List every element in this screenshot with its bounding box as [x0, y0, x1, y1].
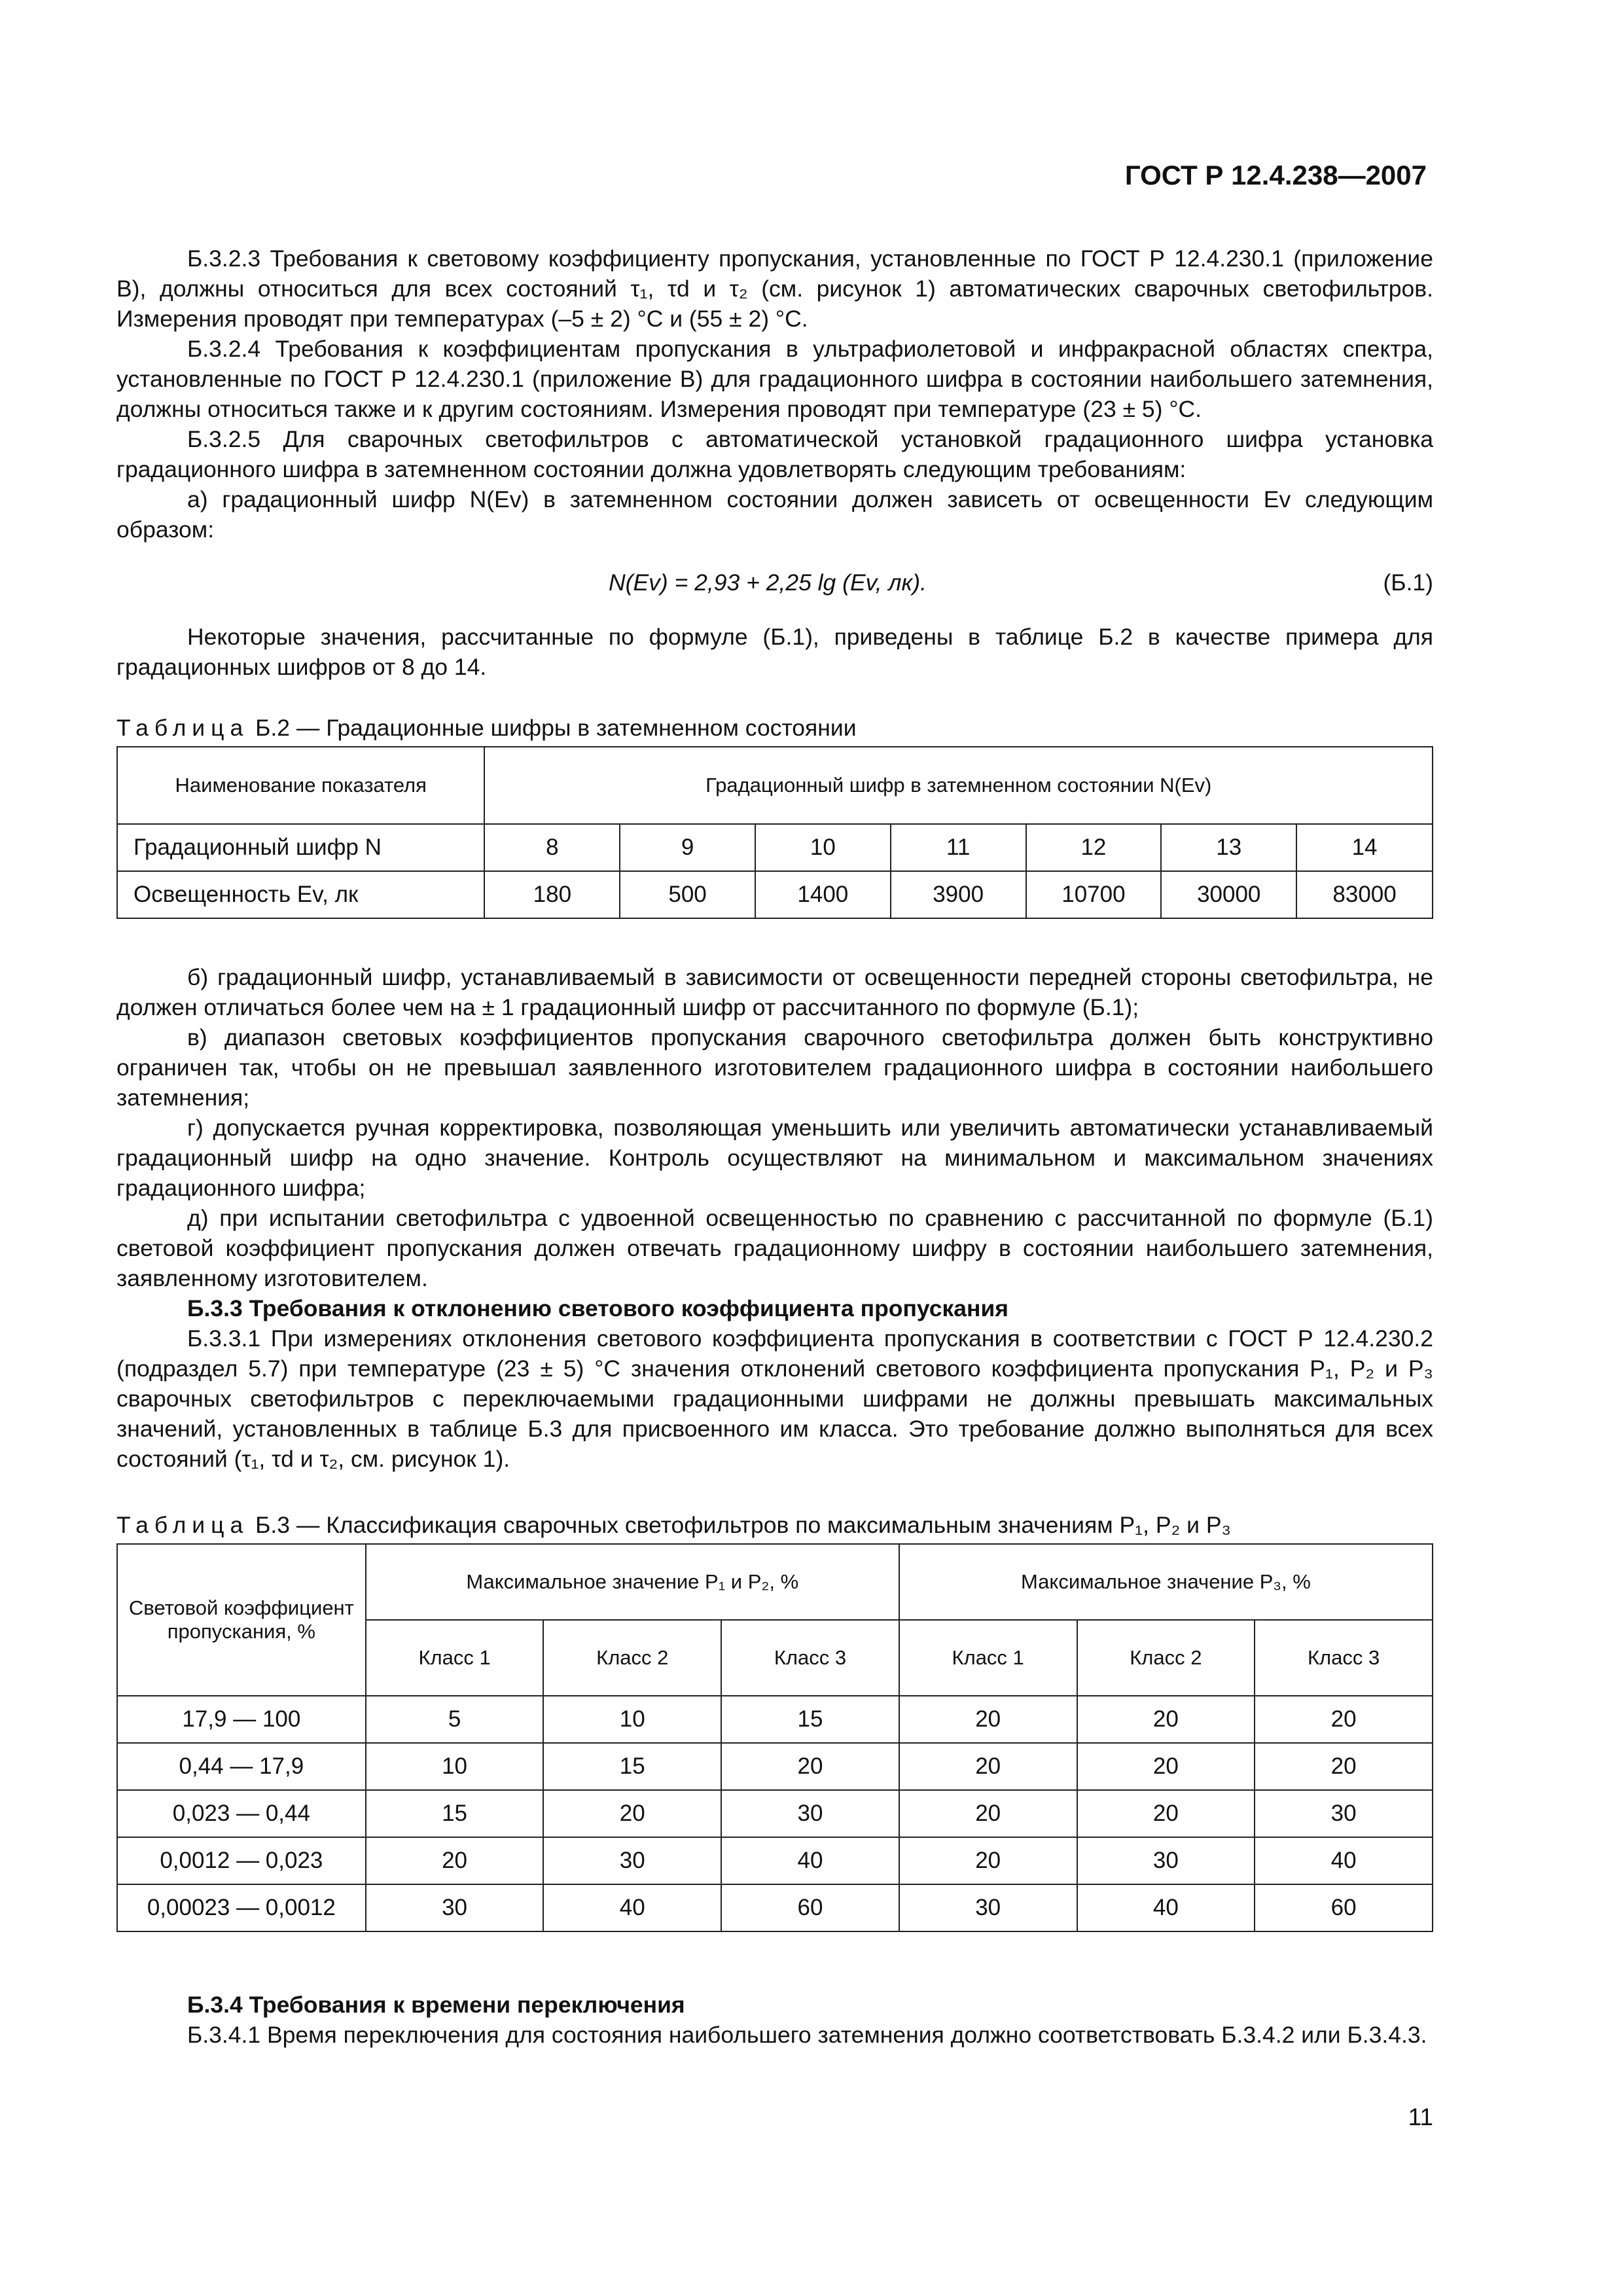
- paragraph-b3-2-5: Б.3.2.5 Для сварочных светофильтров с автоматической установкой градационного шифра установка градационного шифра в затемненном состоянии должна удовлетворять следующим требованиям:: [116, 426, 1433, 482]
- formula: N(Ev) = 2,93 + 2,25 lg (Ev, лк).: [609, 569, 927, 596]
- table-cell: 20: [721, 1743, 899, 1790]
- paragraph-b3-2-4: Б.3.2.4 Требования к коэффициентам пропускания в ультрафиолетовой и инфракрасной областях спектра, установленные по ГОСТ Р 12.4.230.1 (приложение В) для градационного шифра в состоянии наибольшего затемнения, должны относиться также и к другим состояниям. Измерения проводят при температуре (23 ± 5) °С.: [116, 336, 1433, 422]
- table-cell: 60: [721, 1884, 899, 1931]
- table-cell: 20: [543, 1790, 721, 1837]
- body-text-bottom: [116, 1990, 1433, 2050]
- table3-group2-header: Максимальное значение P₃, %: [899, 1544, 1433, 1620]
- table-cell: 30: [721, 1790, 899, 1837]
- table3-class-header: Класс 3: [721, 1620, 899, 1696]
- table3-caption-text: Б.3 — Классификация сварочных светофильтров по максимальным значениям P₁, P₂ и P₃: [255, 1512, 1232, 1538]
- table3-class-header: Класс 1: [366, 1620, 544, 1696]
- table3-range: 0,023 — 0,44: [117, 1790, 366, 1837]
- table-cell: 5: [366, 1696, 544, 1743]
- table-cell: 20: [1077, 1743, 1255, 1790]
- body-text-top: [116, 243, 1433, 545]
- table3-class-header: Класс 3: [1255, 1620, 1433, 1696]
- table-cell: 60: [1255, 1884, 1433, 1931]
- table-cell: 30: [366, 1884, 544, 1931]
- table3-group1-header: Максимальное значение P₁ и P₂, %: [366, 1544, 899, 1620]
- table-b3: [116, 1543, 1433, 1932]
- table-cell: 20: [366, 1837, 544, 1884]
- table-cell: 40: [1077, 1884, 1255, 1931]
- table2-span-header: Градационный шифр в затемненном состоянии N(Ev): [484, 747, 1433, 824]
- table-cell: 15: [721, 1696, 899, 1743]
- page-number: 11: [1408, 2104, 1433, 2130]
- table-cell: 3900: [891, 871, 1026, 918]
- table-cell: 1400: [755, 871, 891, 918]
- table-cell: 30000: [1161, 871, 1296, 918]
- table3-caption-label: Таблица: [116, 1512, 249, 1538]
- table-cell: 30: [543, 1837, 721, 1884]
- table3-class-header: Класс 2: [543, 1620, 721, 1696]
- table-cell: 180: [484, 871, 620, 918]
- table2-caption-label: Таблица: [116, 715, 249, 741]
- table-cell: 10700: [1026, 871, 1162, 918]
- table-row: [117, 1743, 1433, 1790]
- table-cell: 40: [721, 1837, 899, 1884]
- table-cell: 14: [1296, 824, 1433, 871]
- table-cell: 83000: [1296, 871, 1433, 918]
- paragraph-item-a: а) градационный шифр N(Ev) в затемненном состоянии должен зависеть от освещенности Ev следующим образом:: [116, 486, 1433, 543]
- table-cell: 20: [899, 1790, 1077, 1837]
- table-cell: 10: [366, 1743, 544, 1790]
- table-cell: 9: [620, 824, 755, 871]
- table-cell: 30: [1255, 1790, 1433, 1837]
- table3-range: 17,9 — 100: [117, 1696, 366, 1743]
- paragraph-b3-2-3: Б.3.2.3 Требования к световому коэффициенту пропускания, установленные по ГОСТ Р 12.4.230.1 (приложение В), должны относиться для всех состояний τ₁, τd и τ₂ (см. рисунок 1) автоматических сварочных светофильтров. Измерения проводят при температурах (–5 ± 2) °С и (55 ± 2) °С.: [116, 245, 1433, 332]
- paragraph-item-d: д) при испытании светофильтра с удвоенной освещенностью по сравнению с рассчитанной по формуле (Б.1) световой коэффициент пропускания должен отвечать градационному шифру в состоянии наибольшего затемнения, заявленному изготовителем.: [116, 1205, 1433, 1291]
- table-row: [117, 1790, 1433, 1837]
- table3-class-header: Класс 1: [899, 1620, 1077, 1696]
- table-b2: [116, 746, 1433, 919]
- table3-caption: [116, 1512, 1433, 1539]
- table3-range: 0,44 — 17,9: [117, 1743, 366, 1790]
- paragraph-item-b: б) градационный шифр, устанавливаемый в зависимости от освещенности передней стороны светофильтра, не должен отличаться более чем на ± 1 градационный шифр от рассчитанного по формуле (Б.1);: [116, 964, 1433, 1020]
- table-cell: 500: [620, 871, 755, 918]
- table2-caption-text: Б.2 — Градационные шифры в затемненном состоянии: [255, 715, 857, 741]
- section-heading-b3-3: Б.3.3 Требования к отклонению светового коэффициента пропускания: [187, 1295, 1008, 1321]
- table-cell: 15: [543, 1743, 721, 1790]
- body-text-middle: [116, 962, 1433, 1474]
- section-heading-b3-4: Б.3.4 Требования к времени переключения: [187, 1992, 685, 2018]
- table-cell: 20: [899, 1837, 1077, 1884]
- paragraph-b3-4-1: Б.3.4.1 Время переключения для состояния наибольшего затемнения должно соответствовать Б.3.4.2 или Б.3.4.3.: [187, 2022, 1427, 2048]
- paragraph-item-g: г) допускается ручная корректировка, позволяющая уменьшить или увеличить автоматически устанавливаемый градационный шифр на одно значение. Контроль осуществляют на минимальном и максимальном значениях градационного шифра;: [116, 1115, 1433, 1201]
- table2-row-label: Освещенность Ev, лк: [117, 871, 484, 918]
- paragraph-item-v: в) диапазон световых коэффициентов пропускания сварочного светофильтра должен быть конструктивно ограничен так, чтобы он не превышал заявленного изготовителем градационного шифра в состоянии наибольшего затемнения;: [116, 1024, 1433, 1111]
- table2-header-row: [117, 747, 1433, 824]
- table-cell: 11: [891, 824, 1026, 871]
- table-cell: 30: [899, 1884, 1077, 1931]
- table-cell: 20: [1077, 1790, 1255, 1837]
- table-cell: 20: [1255, 1743, 1433, 1790]
- table-cell: 30: [1077, 1837, 1255, 1884]
- table-cell: 10: [543, 1696, 721, 1743]
- table2-row-label: Градационный шифр N: [117, 824, 484, 871]
- paragraph-example-note: Некоторые значения, рассчитанные по формуле (Б.1), приведены в таблице Б.2 в качестве примера для градационных шифров от 8 до 14.: [116, 624, 1433, 680]
- table-cell: 20: [1255, 1696, 1433, 1743]
- table-row: [117, 1837, 1433, 1884]
- table-cell: 13: [1161, 824, 1296, 871]
- table-cell: 12: [1026, 824, 1162, 871]
- table-cell: 40: [543, 1884, 721, 1931]
- table-cell: 15: [366, 1790, 544, 1837]
- table-cell: 20: [899, 1743, 1077, 1790]
- formula-number: (Б.1): [1383, 569, 1433, 596]
- table3-range: 0,0012 — 0,023: [117, 1837, 366, 1884]
- table-cell: 40: [1255, 1837, 1433, 1884]
- table-cell: 20: [899, 1696, 1077, 1743]
- table-row: [117, 1884, 1433, 1931]
- table2-caption: [116, 715, 1433, 742]
- table3-range: 0,00023 — 0,0012: [117, 1884, 366, 1931]
- table-cell: 20: [1077, 1696, 1255, 1743]
- table-row: [117, 824, 1433, 871]
- table3-header-row-1: [117, 1544, 1433, 1620]
- document-code: ГОСТ Р 12.4.238—2007: [1124, 160, 1427, 190]
- table3-col0-header: Световой коэффициент пропускания, %: [117, 1544, 366, 1696]
- table3-class-header: Класс 2: [1077, 1620, 1255, 1696]
- paragraph-b3-3-1: Б.3.3.1 При измерениях отклонения светового коэффициента пропускания в соответствии с ГОСТ Р 12.4.230.2 (подраздел 5.7) при температуре (23 ± 5) °С значения отклонений светового коэффициента пропускания P₁, P₂ и P₃ сварочных светофильтров с переключаемыми градационными шифрами не должны превышать максимальных значений, установленных в таблице Б.3 для присвоенного им класса. Это требование должно выполняться для всех состояний (τ₁, τd и τ₂, см. рисунок 1).: [116, 1325, 1433, 1472]
- table-cell: 10: [755, 824, 891, 871]
- table-cell: 8: [484, 824, 620, 871]
- table-row: [117, 871, 1433, 918]
- table-row: [117, 1696, 1433, 1743]
- formula-note: [116, 622, 1433, 682]
- table2-col0-header: Наименование показателя: [117, 747, 484, 824]
